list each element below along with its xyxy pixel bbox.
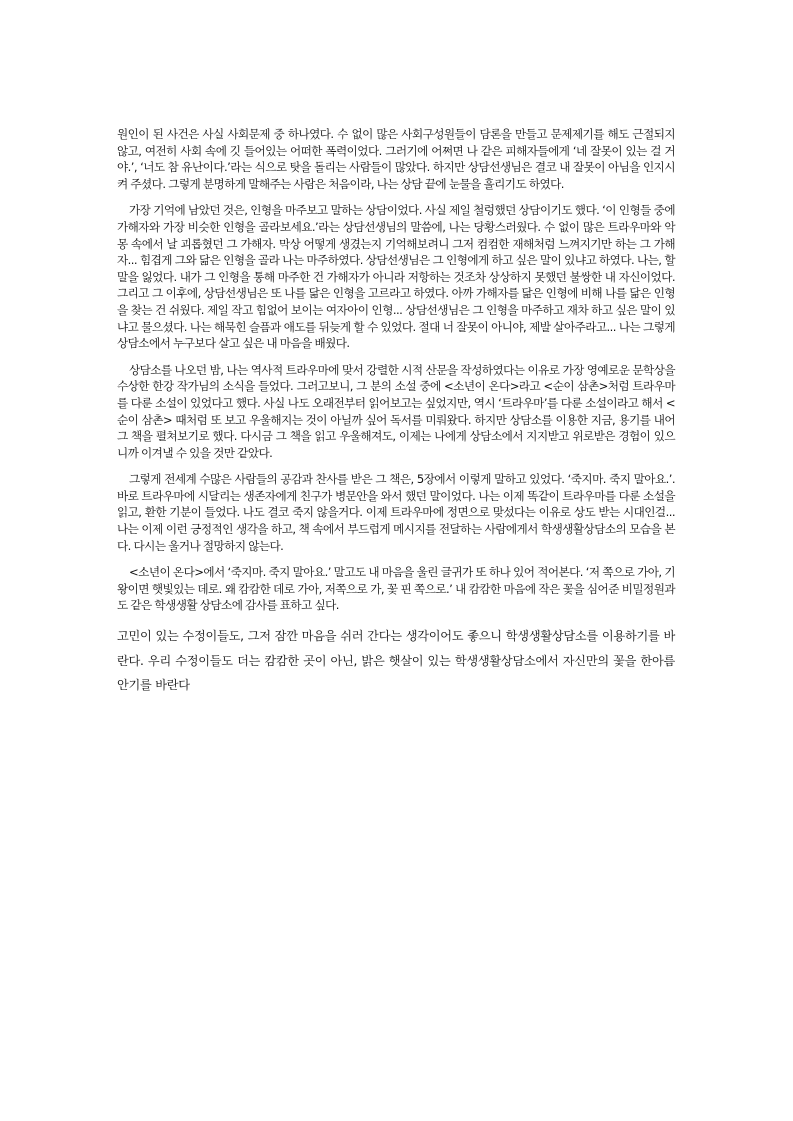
paragraph-4: 그렇게 전세계 수많은 사람들의 공감과 찬사를 받은 그 책은, 5장에서 이렇게 말하고 있었다. ‘죽지마. 죽지 말아요.’. 바로 트라우마에 시달리는 생존자에게 친구가 병문안을 와서 했던 말이었다. 나는 이제 똑같이 트라우마를 다룬 소설을 읽고, 환한 기분이 들었다. 나도 결코 죽지 않을거다. 이제 트라우마에 정면으로 맞섰다는 이유로 상도 받는 시대인걸... 나는 이제 이런 긍정적인 생각을 하고, 책 속에서 부드럽게 메시지를 전달하는 사람에게서 학생생활상담소의 모습을 본다. 다시는 울거나 절망하지 않는다. bbox=[117, 472, 675, 553]
paragraph-1: 원인이 된 사건은 사실 사회문제 중 하나였다. 수 없이 많은 사회구성원들이 담론을 만들고 문제제기를 해도 근절되지 않고, 여전히 사회 속에 깃 들어있는 어떠한 폭력이었다. 그러기에 어쩌면 나 같은 피해자들에게 ‘네 잘못이 있는 걸 거야.’, ‘너도 참 유난이다.’라는 식으로 탓을 돌리는 사람들이 많았다. 하지만 상담선생님은 결코 내 잘못이 아님을 인지시켜 주셨다. 그렇게 분명하게 말해주는 사람은 처음이라, 나는 상담 끝에 눈물을 흘리기도 하였다. bbox=[117, 127, 675, 191]
document-body bbox=[117, 126, 675, 708]
paragraph-5: <소년이 온다>에서 ‘죽지마. 죽지 말아요.’ 말고도 내 마음을 울린 글귀가 또 하나 있어 적어본다. ‘저 쪽으로 가아, 기왕이면 햇빛있는 데로. 왜 캄캄한 데로 가아, 저쪽으로 가, 꽃 핀 쪽으로.’ 내 캄캄한 마음에 작은 꽃을 심어준 비밀정원과도 같은 학생생활 상담소에 감사를 표하고 싶다. bbox=[117, 565, 675, 613]
paragraph-2: 가장 기억에 남았던 것은, 인형을 마주보고 말하는 상담이었다. 사실 제일 철렁했던 상담이기도 했다. ‘이 인형들 중에 가해자와 가장 비슷한 인형을 골라보세요.’라는 상담선생님의 말씀에, 나는 당황스러웠다. 수 없이 많은 트라우마와 악몽 속에서 날 괴롭혔던 그 가해자. 막상 어떻게 생겼는지 기억해보려니 그저 컴컴한 재해처럼 느껴지기만 하는 그 가해자... 힘겹게 그와 닮은 인형을 골라 나는 마주하였다. 상담선생님은 그 인형에게 하고 싶은 말이 있냐고 하였다. 나는, 할 말을 잃었다. 내가 그 인형을 통해 마주한 건 가해자가 아니라 저항하는 것조차 상상하지 못했던 불쌍한 내 자신이었다. 그리고 그 이후에, 상담선생님은 또 나를 닮은 인형을 고르라고 하였다. 아까 가해자를 닮은 인형에 비해 나를 닮은 인형을 찾는 건 쉬웠다. 제일 작고 힘없어 보이는 여자아이 인형... 상담선생님은 그 인형을 마주하고 재차 하고 싶은 말이 있냐고 물으셨다. 나는 해묵힌 슬픔과 애도를 뒤늦게 할 수 있었다. 절대 너 잘못이 아니야, 제발 살아주라고... 나는 그렇게 상담소에서 누구보다 살고 싶은 내 마음을 배웠다. bbox=[117, 203, 675, 351]
paragraph-6: 고민이 있는 수정이들도, 그저 잠깐 마음을 쉬러 간다는 생각이어도 좋으니 학생생활상담소를 이용하기를 바란다. 우리 수정이들도 더는 캄캄한 곳이 아닌, 밝은 햇살이 있는 학생생활상담소에서 자신만의 꽃을 한아름 안기를 바란다 bbox=[117, 629, 675, 693]
paragraph-3: 상담소를 나오던 밤, 나는 역사적 트라우마에 맞서 강렬한 시적 산문을 작성하였다는 이유로 가장 영예로운 문학상을 수상한 한강 작가님의 소식을 들었다. 그러고보니, 그 분의 소설 중에 <소년이 온다>라고 <순이 삼촌>처럼 트라우마를 다룬 소설이 있었다고 했다. 사실 나도 오래전부터 읽어보고는 싶었지만, 역시 ‘트라우마’를 다룬 소설이라고 해서 <순이 삼촌> 때처럼 또 보고 우울해지는 것이 아닐까 싶어 독서를 미뤄왔다. 하지만 상담소를 이용한 지금, 용기를 내어 그 책을 펼쳐보기로 했다. 다시금 그 책을 읽고 우울해져도, 이제는 나에게 상담소에서 지지받고 위로받은 경험이 있으니까 이겨낼 수 있을 것만 같았다. bbox=[117, 362, 675, 460]
